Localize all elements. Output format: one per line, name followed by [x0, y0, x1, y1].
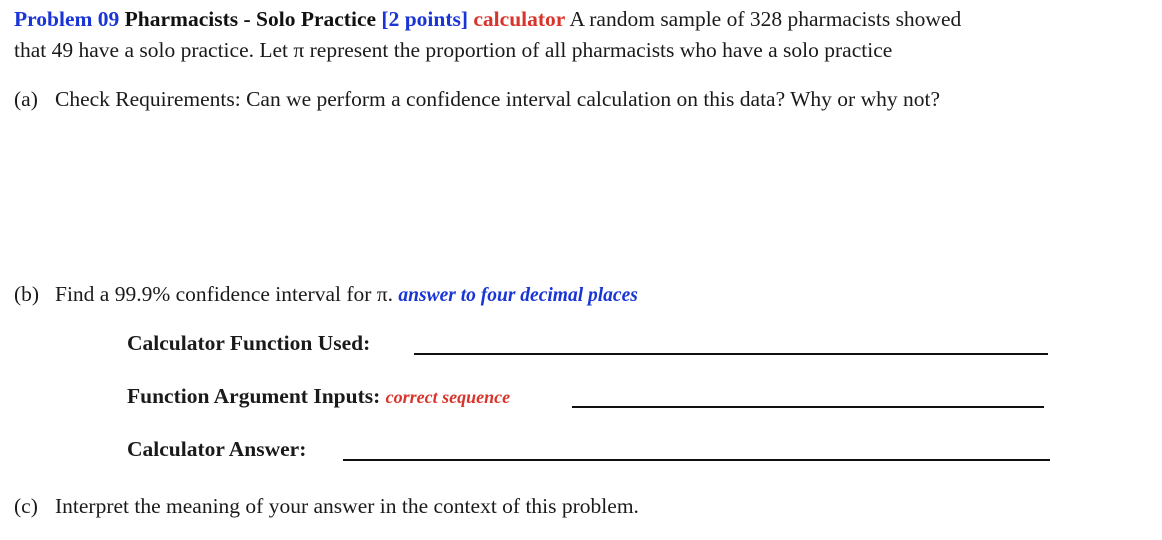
problem-header [14, 4, 1150, 66]
part-c [14, 492, 639, 520]
argument-inputs-blank[interactable] [572, 406, 1044, 408]
part-b-label: (b) [14, 282, 40, 306]
argument-sequence-hint: correct sequence [385, 387, 511, 407]
argument-inputs-row [127, 382, 510, 411]
argument-inputs-label: Function Argument Inputs: [127, 384, 381, 408]
part-b [14, 280, 638, 310]
part-b-question: Find a 99.9% confidence interval for π. [55, 282, 394, 306]
calculator-tag: calculator [473, 7, 566, 31]
points-badge: [2 points] [381, 7, 469, 31]
part-a-question: Check Requirements: Can we perform a confidence interval calculation on this data? Why or why not? [55, 87, 940, 111]
problem-statement-line1: A random sample of 328 pharmacists showed [569, 7, 962, 31]
problem-title: Pharmacists - Solo Practice [124, 7, 377, 31]
calculator-answer-blank[interactable] [343, 459, 1050, 461]
calculator-answer-label: Calculator Answer: [127, 437, 307, 461]
function-used-label: Calculator Function Used: [127, 331, 371, 355]
part-c-label: (c) [14, 494, 38, 518]
part-b-precision-hint: answer to four decimal places [398, 285, 638, 306]
function-used-blank[interactable] [414, 353, 1048, 355]
part-a-label: (a) [14, 87, 38, 111]
part-c-question: Interpret the meaning of your answer in the context of this problem. [55, 494, 639, 518]
part-a [14, 85, 940, 113]
problem-statement-line2: that 49 have a solo practice. Let π represent the proportion of all pharmacists who have a solo practice [14, 38, 893, 62]
problem-number: Problem 09 [14, 7, 120, 31]
